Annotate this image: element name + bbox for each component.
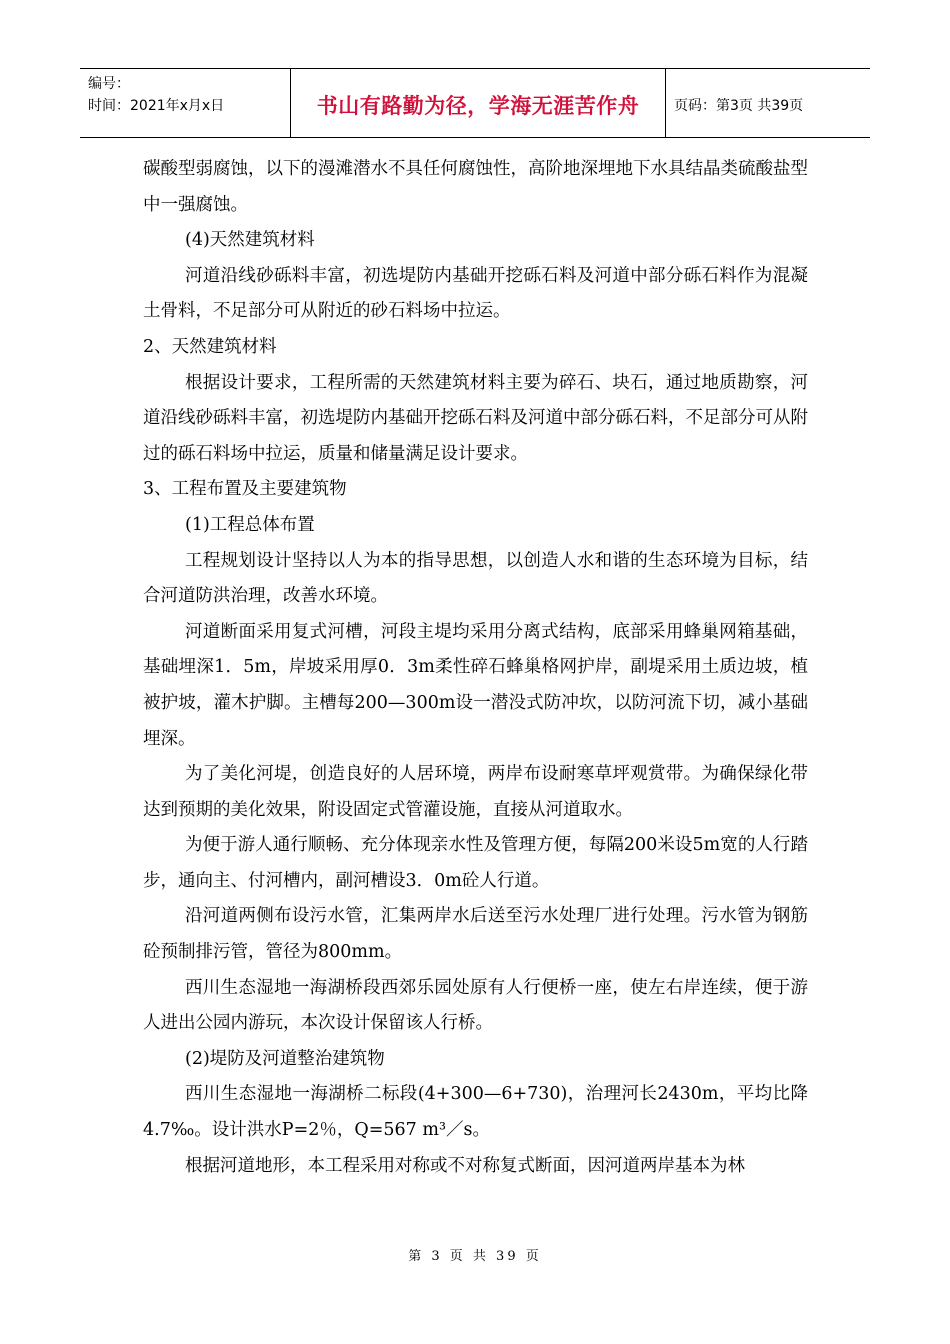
body-paragraph: (4)天然建筑材料 (185, 230, 315, 251)
body-paragraph: 河道沿线砂砾料丰富，初选堤防内基础开挖砾石料及河道中部分砾石料作为混凝土骨料，不足部分可从附近的砂石料场中拉运。 (143, 265, 808, 322)
body-paragraph: (2)堤防及河道整治建筑物 (185, 1048, 385, 1069)
body-paragraph: 碳酸型弱腐蚀，以下的漫滩潜水不具任何腐蚀性，高阶地深埋地下水具结晶类硫酸盐型中一强腐蚀。 (143, 159, 808, 215)
document-body (143, 152, 808, 1184)
body-paragraph: 为了美化河堤，创造良好的人居环境，两岸布设耐寒草坪观赏带。为确保绿化带达到预期的美化效果，附设固定式管灌设施，直接从河道取水。 (143, 764, 808, 820)
body-paragraph: 工程规划设计坚持以人为本的指导思想，以创造人水和谐的生态环境为目标，结合河道防洪治理，改善水环境。 (143, 550, 808, 607)
body-paragraph: 2、天然建筑材料 (143, 336, 277, 357)
body-paragraph: 河道断面采用复式河槽，河段主堤均采用分离式结构，底部采用蜂巢网箱基础，基础埋深1．5m，岸坡采用厚0．3m柔性碎石蜂巢格网护岸，副堤采用土质边坡，植被护坡，灌木护脚。主槽每200—300m设一潜没式防冲坎，以防河流下切，减小基础埋深。 (143, 621, 808, 749)
page-footer: 第 3 页 共 39 页 (408, 1249, 542, 1264)
body-paragraph: 根据河道地形，本工程采用对称或不对称复式断面，因河道两岸基本为林 (185, 1155, 745, 1176)
body-paragraph: 3、工程布置及主要建筑物 (143, 479, 347, 500)
body-paragraph: 西川生态湿地一海湖桥二标段(4+300—6+730)，治理河长2430m，平均比降4.7‰。设计洪水P=2％，Q=567 m³／s。 (143, 1084, 808, 1141)
document-time-label: 时间：2021年x月x日 (88, 98, 225, 114)
header-meta (80, 69, 290, 137)
document-number-label: 编号： (88, 76, 130, 92)
header-motto: 书山有路勤为径，学海无涯苦作舟 (290, 69, 666, 137)
body-paragraph: 沿河道两侧布设污水管，汇集两岸水后送至污水处理厂进行处理。污水管为钢筋砼预制排污管，管径为800mm。 (143, 906, 808, 963)
page-header (80, 68, 870, 138)
body-paragraph: 根据设计要求，工程所需的天然建筑材料主要为碎石、块石，通过地质勘察，河道沿线砂砾料丰富，初选堤防内基础开挖砾石料及河道中部分砾石料，不足部分可从附过的砾石料场中拉运，质量和储量满足设计要求。 (143, 372, 808, 464)
body-paragraph: 为便于游人通行顺畅、充分体现亲水性及管理方便，每隔200米设5m宽的人行踏步，通向主、付河槽内，副河槽设3．0m砼人行道。 (143, 835, 808, 891)
body-paragraph: 西川生态湿地一海湖桥段西郊乐园处原有人行便桥一座，使左右岸连续，便于游人进出公园内游玩，本次设计保留该人行桥。 (143, 977, 808, 1034)
header-page-info: 页码：第3页 共39页 (674, 98, 804, 114)
body-paragraph: (1)工程总体布置 (185, 514, 315, 535)
